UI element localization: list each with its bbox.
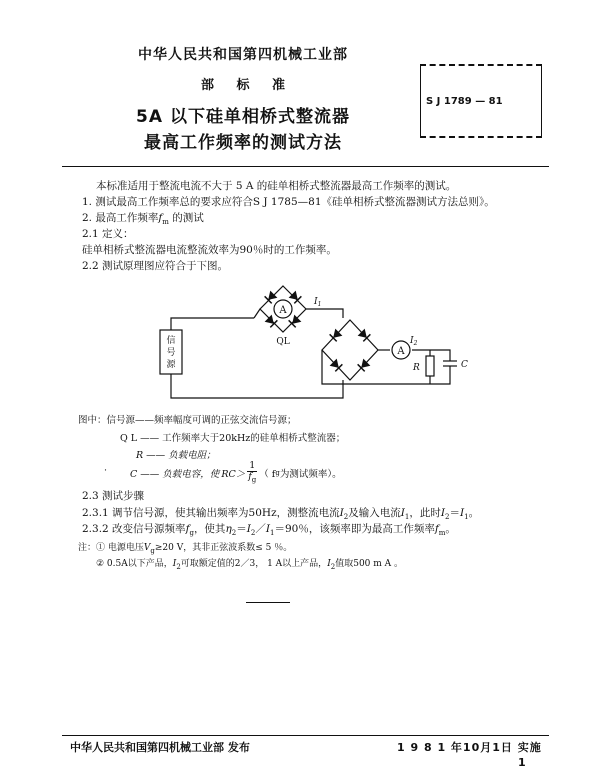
note-1-a: ① 电源电压 (96, 543, 144, 553)
s232-a: 2.3.2 改变信号源频率 (82, 523, 186, 535)
s231-i2-sub: 2 (343, 513, 349, 522)
i2-symbol: I (410, 336, 414, 346)
legend-dot: · (104, 465, 108, 476)
s232-eta-sub: 2 (231, 529, 237, 538)
note-2-i2-sub: 2 (176, 562, 181, 571)
note-2-a: ② 0.5A以下产品， (96, 559, 173, 569)
note-2-i2: I (172, 559, 177, 569)
s232-eq: ＝ (236, 523, 247, 535)
item-2-suffix: 的测试 (168, 212, 204, 224)
section-2-1-text: 硅单相桥式整流器电流整流效率为90％时的工作频率。 (82, 244, 337, 256)
note-1 (78, 540, 292, 555)
s232-i2: I (246, 523, 251, 535)
legend-c-suffix-sub: g (275, 468, 280, 477)
item-1: 1. 测试最高工作频率总的要求应符合S J 1785—81《硅单相桥式整流器测试方法总则》。 (82, 196, 495, 208)
page-number: 1 (518, 756, 526, 769)
s232-d: 。 (445, 523, 456, 535)
legend-r: R —— 负载电阻； (136, 450, 216, 461)
resistor-r (426, 356, 434, 376)
s232-i1-sub: 1 (269, 529, 275, 538)
ammeter-2-label: A (397, 346, 405, 357)
legend-c-suffix: （ f (259, 468, 276, 480)
s232-b: ，使其 (193, 523, 226, 535)
current-i2-label (409, 336, 418, 347)
return-wire (322, 350, 450, 384)
standard-type: 部 标 准 (200, 78, 286, 93)
note-2-i2b-sub: 2 (330, 562, 336, 571)
title-line-1: 5A 以下硅单相桥式整流器 (136, 107, 350, 127)
s232-slash: ／ (255, 523, 266, 535)
resistor-label: R (413, 363, 420, 373)
i1-sub: 1 (317, 301, 322, 308)
source-top-wire (171, 318, 254, 330)
footer-rule (62, 735, 549, 736)
fraction-den (248, 472, 256, 485)
s232-i2-sub: 2 (250, 529, 256, 538)
source-label-2: 号 (166, 348, 176, 358)
s232-fg: f (185, 523, 190, 535)
item-2-symbol: f (158, 212, 163, 224)
note-1-sub: g (150, 546, 155, 555)
s231-a: 2.3.1 调节信号源，使其输出频率为50Hz，测整流电流 (82, 507, 340, 519)
item-2-prefix: 2. 最高工作频率 (82, 212, 159, 224)
note-1-sym: V (143, 543, 151, 553)
implementation-date: 1 9 8 1 年10月1日 实施 (397, 741, 542, 754)
standard-number: S J 1789 — 81 (426, 96, 503, 107)
fraction-den-f: f (248, 471, 252, 482)
note-label: 注： (78, 543, 97, 553)
section-2-1-heading: 2.1 定义： (82, 228, 134, 240)
scope-paragraph: 本标准适用于整流电流不大于 5 A 的硅单相桥式整流器最高工作频率的测试。 (96, 180, 457, 192)
bridge-output-outline (322, 320, 378, 380)
i1-symbol: I (314, 297, 318, 307)
bridge-left-lead (254, 309, 260, 318)
fraction-num: 1 (249, 460, 256, 471)
ammeter-1-label: A (279, 305, 287, 316)
source-label-3: 源 (166, 360, 176, 370)
output-bridge-diodes (330, 329, 371, 372)
source-bottom-wire (171, 374, 343, 398)
legend-ql: Q L —— 工作频率大于20kHz的硅单相桥式整流器； (120, 433, 346, 444)
s231-i1-sub: 1 (404, 513, 410, 522)
s232-fg-sub: g (189, 529, 194, 538)
publisher: 中华人民共和国第四机械工业部 发布 (70, 741, 250, 754)
s232-fm: f (434, 523, 439, 535)
title-line-2: 最高工作频率的测试方法 (144, 133, 342, 153)
s231-i2b-sub: 2 (445, 513, 450, 522)
s231-i2b: I (440, 507, 446, 519)
source-label-1: 信 (166, 336, 176, 346)
note-1-b: ≥20 V，其非正弦波系数≤ 5 ％。 (154, 543, 293, 553)
item-2-sub: m (162, 218, 169, 227)
legend-c-fraction (247, 461, 257, 485)
s231-i2: I (339, 507, 344, 519)
step-2-3-2 (82, 521, 456, 541)
section-2-2-heading: 2.2 测试原理图应符合于下图。 (82, 260, 229, 272)
s231-c: ，此时 (409, 507, 441, 519)
ministry-name: 中华人民共和国第四机械工业部 (138, 47, 348, 63)
s231-b: 及输入电流 (348, 507, 401, 519)
legend-c (130, 461, 342, 485)
s231-i1b-sub: 1 (464, 513, 469, 522)
note-2 (96, 556, 403, 571)
s231-eq: ＝ (449, 507, 460, 519)
legend-c-prefix: C —— 负载电容，使 (130, 468, 220, 480)
s231-d: 。 (468, 507, 480, 519)
s232-i1: I (265, 523, 270, 535)
legend-c-suffix-end: 为测试频率）。 (279, 468, 342, 480)
i2-sub: 2 (413, 340, 418, 347)
end-mark (246, 602, 290, 603)
fraction-den-sub: g (251, 475, 257, 484)
section-2-3-heading: 2.3 测试步骤 (82, 490, 145, 502)
s231-i1: I (400, 507, 405, 519)
current-i1-label (313, 297, 321, 308)
note-2-i2b: I (327, 559, 331, 569)
s232-c: ＝90％，该频率即为最高工作频率 (274, 523, 435, 535)
note-2-c: 值取500 m A 。 (335, 559, 404, 569)
note-2-b: 可取额定值的2／3， 1 A以上产品， (180, 559, 328, 569)
bridge-right-lead (306, 309, 343, 318)
legend-intro: 图中：信号源——频率幅度可调的正弦交流信号源； (78, 415, 297, 426)
capacitor-label: C (461, 360, 468, 370)
s231-i1b: I (459, 507, 465, 519)
legend-c-rc: RC＞ (221, 468, 246, 480)
s232-fm-sub: m (438, 529, 446, 538)
s232-eta: η (225, 523, 232, 535)
bridge-ql-label: QL (276, 337, 290, 347)
